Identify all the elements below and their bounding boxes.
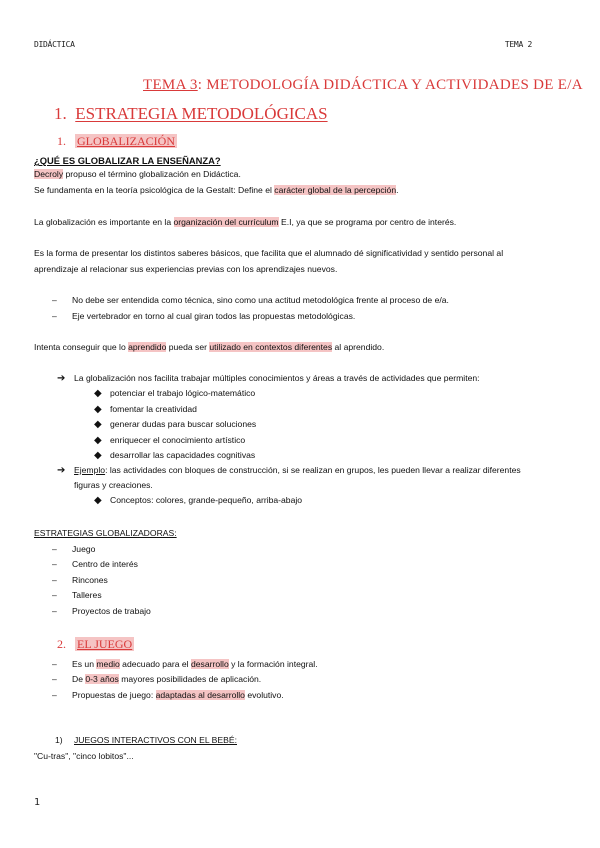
item-number: 1) [55, 735, 63, 745]
list-item: – Proyectos de trabajo [52, 606, 151, 616]
highlight: medio [96, 659, 120, 669]
list-item: – Eje vertebrador en torno al cual giran todos las propuestas metodológicas. [52, 311, 356, 321]
example-label: Ejemplo [74, 465, 106, 475]
highlight: organización del currículum [173, 217, 279, 227]
paragraph-line: aprendizaje al relacionar sus experiencias previas con los aprendizajes nuevos. [34, 264, 338, 274]
paragraph [34, 185, 399, 195]
highlight: Decroly [34, 169, 64, 179]
text: pueda ser [166, 342, 210, 352]
subsection-number: 2. [57, 637, 66, 651]
list-item: – Talleres [52, 590, 102, 600]
text: Propuestas de juego: [72, 690, 156, 700]
highlight: 0-3 años [85, 674, 119, 684]
text: desarrollar las capacidades cognitivas [110, 450, 256, 460]
page-title [143, 77, 583, 94]
section-heading [54, 104, 328, 124]
arrow-right-icon: ➔ [57, 373, 66, 384]
page-number: 1 [34, 797, 40, 808]
arrow-item-continuation: figuras y creaciones. [74, 480, 153, 490]
title-tema: TEMA 3 [143, 77, 198, 93]
text: Es un [72, 659, 97, 669]
diamond-bullet-icon: ◆ [94, 388, 102, 399]
header-right: TEMA 2 [504, 40, 532, 49]
text: Rincones [72, 575, 108, 585]
text: evolutivo. [244, 690, 284, 700]
highlight: carácter global de la percepción [274, 185, 397, 195]
highlight: desarrollo [190, 659, 229, 669]
text: . [396, 185, 399, 195]
arrow-right-icon: ➔ [57, 465, 66, 476]
strategies-heading: ESTRATEGIAS GLOBALIZADORAS: [34, 528, 177, 538]
text: Conceptos: colores, grande-pequeño, arriba-abajo [110, 495, 303, 505]
games-title: JUEGOS INTERACTIVOS CON EL BEBÉ: [74, 735, 237, 745]
diamond-bullet-icon: ◆ [94, 435, 102, 446]
arrow-item [57, 465, 521, 476]
text: Talleres [72, 590, 102, 600]
text: Intenta conseguir que lo [34, 342, 129, 352]
text: Juego [72, 544, 96, 554]
text: fomentar la creatividad [110, 404, 197, 414]
list-item [94, 435, 246, 446]
text: Se fundamenta en la teoría psicológica de la Gestalt: Define el [34, 185, 275, 195]
diamond-bullet-icon: ◆ [94, 419, 102, 430]
arrow-item [57, 373, 480, 384]
list-item: – Es un medio adecuado para el desarrollo y la formación integral. [52, 659, 318, 669]
list-item: – Rincones [52, 575, 108, 585]
text: generar dudas para buscar soluciones [110, 419, 257, 429]
text: La globalización nos facilita trabajar múltiples conocimientos y áreas a través de actividades que permiten: [74, 373, 480, 383]
header-left: DIDÁCTICA [34, 40, 75, 49]
text: No debe ser entendida como técnica, sino como una actitud metodológica frente al proceso de e/a. [72, 295, 449, 305]
subsection-number: 1. [57, 134, 66, 148]
list-item: – De 0-3 años mayores posibilidades de aplicación. [52, 674, 262, 684]
text: : las actividades con bloques de construcción, si se realizan en grupos, les pueden llevar a realizar diferentes [105, 465, 521, 475]
subsection-heading [57, 134, 177, 149]
list-item: – Juego [52, 544, 96, 554]
paragraph [34, 342, 384, 352]
paragraph-line: Es la forma de presentar los distintos saberes básicos, que facilita que el alumnado dé significatividad y sentido personal al [34, 248, 504, 258]
games-examples: "Cu-tras", "cinco lobitos"... [34, 751, 134, 761]
highlight: adaptadas al desarrollo [155, 690, 245, 700]
highlight: utilizado en contextos diferentes [209, 342, 333, 352]
text: Eje vertebrador en torno al cual giran todos las propuestas metodológicas. [72, 311, 356, 321]
question-heading: ¿QUÉ ES GLOBALIZAR LA ENSEÑANZA? [34, 155, 221, 166]
section-title: ESTRATEGIA METODOLÓGICAS [75, 104, 328, 123]
text: enriquecer el conocimiento artístico [110, 435, 246, 445]
diamond-bullet-icon: ◆ [94, 404, 102, 415]
list-item [94, 404, 197, 415]
text: Centro de interés [72, 559, 138, 569]
diamond-bullet-icon: ◆ [94, 495, 102, 506]
text: La globalización es importante en la [34, 217, 174, 227]
text: De [72, 674, 86, 684]
diamond-bullet-icon: ◆ [94, 450, 102, 461]
paragraph [34, 169, 241, 179]
numbered-heading [55, 735, 237, 745]
text: y la formación integral. [228, 659, 318, 669]
subsection-heading [57, 637, 134, 652]
subsection-title: EL JUEGO [77, 637, 133, 651]
text: propuso el término globalización en Didáctica. [63, 169, 241, 179]
text: adecuado para el [119, 659, 191, 669]
text: al aprendido. [332, 342, 385, 352]
list-item [94, 419, 257, 430]
paragraph [34, 217, 456, 227]
list-item: – Propuestas de juego: adaptadas al desarrollo evolutivo. [52, 690, 284, 700]
list-item: – Centro de interés [52, 559, 138, 569]
subsection-title: GLOBALIZACIÓN [77, 134, 175, 148]
text: potenciar el trabajo lógico-matemático [110, 388, 256, 398]
text: mayores posibilidades de aplicación. [118, 674, 262, 684]
section-number: 1. [54, 104, 67, 123]
list-item: – No debe ser entendida como técnica, sino como una actitud metodológica frente al proceso de e/a. [52, 295, 449, 305]
list-item [94, 495, 303, 506]
text: E.I, ya que se programa por centro de interés. [278, 217, 457, 227]
highlight: aprendido [128, 342, 167, 352]
list-item [94, 450, 256, 461]
list-item [94, 388, 256, 399]
title-rest: : METODOLOGÍA DIDÁCTICA Y ACTIVIDADES DE E/A [197, 77, 583, 93]
text: Proyectos de trabajo [72, 606, 151, 616]
